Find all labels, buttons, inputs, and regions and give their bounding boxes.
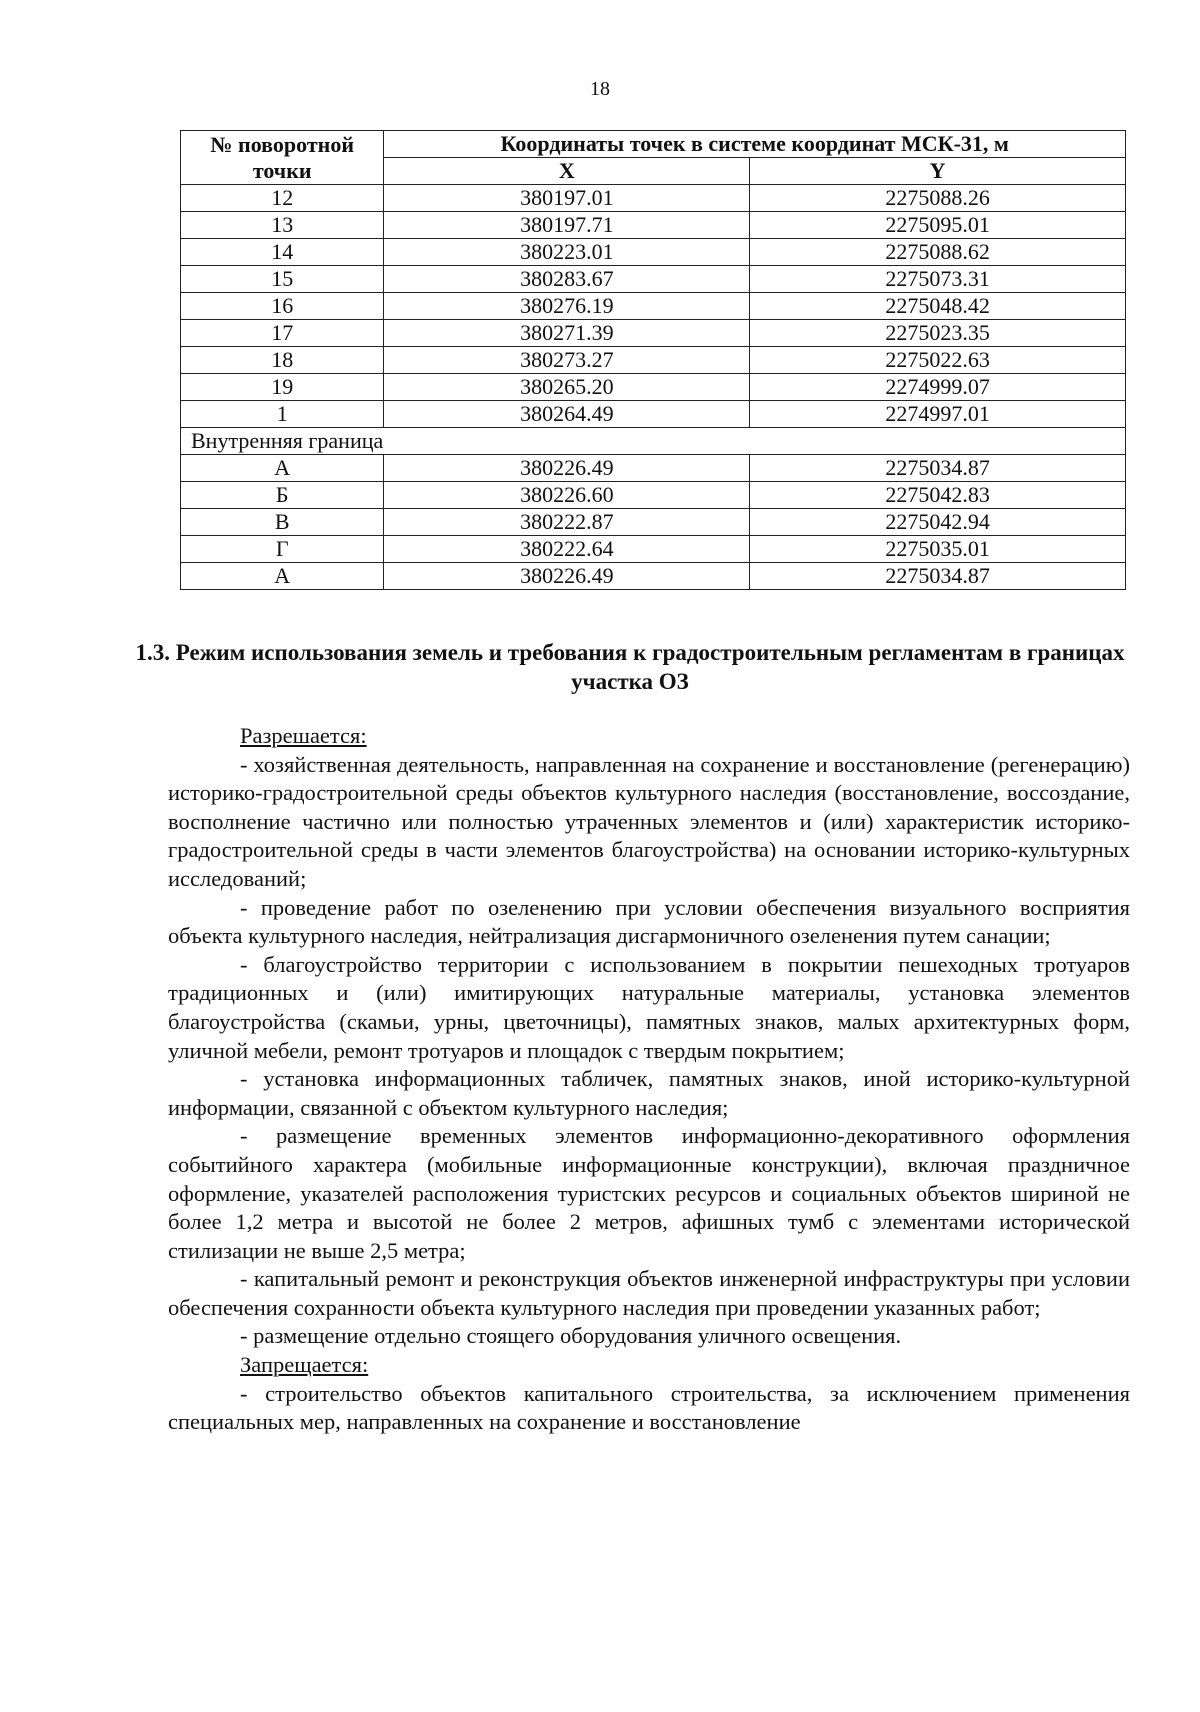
- x-coordinate-cell: 380276.19: [384, 293, 750, 320]
- section-heading: 1.3. Режим использования земель и требования к градостроительным регламентам в границах участка ОЗ: [135, 640, 1125, 694]
- y-coordinate-cell: 2274997.01: [750, 401, 1126, 428]
- x-coordinate-cell: 380197.71: [384, 212, 750, 239]
- y-coordinate-cell: 2275035.01: [750, 536, 1126, 563]
- inner-boundary-label: Внутренняя граница: [181, 428, 1126, 455]
- table-row: [181, 536, 1126, 563]
- point-number-cell: 1: [181, 401, 384, 428]
- paragraph-item: - хозяйственная деятельность, направленная на сохранение и восстановление (регенерацию) историко-градостроительной среды объектов культурного наследия (восстановление, воссоздание, восполнение частично или полностью утраченных элементов и (или) характеристик историко-градостроительной среды в части элементов благоустройства) на основании историко-культурных исследований;: [168, 751, 1130, 891]
- x-coordinate-cell: 380273.27: [384, 347, 750, 374]
- forbidden-label: Запрещается:: [240, 1352, 369, 1378]
- paragraph-item: - проведение работ по озеленению при условии обеспечения визуального восприятия объекта культурного наследия, нейтрализация дисгармоничного озеленения путем санации;: [168, 894, 1130, 949]
- y-coordinate-cell: 2275088.26: [750, 185, 1126, 212]
- x-coordinate-cell: 380226.60: [384, 482, 750, 509]
- x-coordinate-cell: 380265.20: [384, 374, 750, 401]
- allowed-label: Разрешается:: [240, 723, 367, 748]
- table-row: [181, 347, 1126, 374]
- point-number-cell: Г: [181, 536, 384, 563]
- point-number-cell: 19: [181, 374, 384, 401]
- x-coordinate-cell: 380226.49: [384, 563, 750, 590]
- header-y: Y: [750, 158, 1126, 185]
- header-coordinates: Координаты точек в системе координат МСК-31, м: [384, 131, 1126, 158]
- point-number-cell: Б: [181, 482, 384, 509]
- y-coordinate-cell: 2275088.62: [750, 239, 1126, 266]
- x-coordinate-cell: 380283.67: [384, 266, 750, 293]
- table-row: [181, 320, 1126, 347]
- point-number-cell: 17: [181, 320, 384, 347]
- table-header-row: [181, 131, 1126, 158]
- point-number-cell: А: [181, 455, 384, 482]
- x-coordinate-cell: 380197.01: [384, 185, 750, 212]
- y-coordinate-cell: 2275095.01: [750, 212, 1126, 239]
- point-number-cell: 14: [181, 239, 384, 266]
- paragraph-item: - капитальный ремонт и реконструкция объектов инженерной инфраструктуры при условии обеспечения сохранности объекта культурного наследия при проведении указанных работ;: [168, 1266, 1130, 1320]
- point-number-cell: В: [181, 509, 384, 536]
- point-number-cell: 15: [181, 266, 384, 293]
- table-row: [181, 482, 1126, 509]
- table-row: [181, 266, 1126, 293]
- allowed-list: [168, 751, 1130, 1351]
- x-coordinate-cell: 380223.01: [384, 239, 750, 266]
- paragraph-item: - строительство объектов капитального строительства, за исключением применения специальных мер, направленных на сохранение и восстановление: [168, 1380, 1130, 1435]
- y-coordinate-cell: 2275048.42: [750, 293, 1126, 320]
- y-coordinate-cell: 2275034.87: [750, 455, 1126, 482]
- table-row: [181, 374, 1126, 401]
- x-coordinate-cell: 380222.87: [384, 509, 750, 536]
- x-coordinate-cell: 380264.49: [384, 401, 750, 428]
- header-point-number: № поворотной точки: [181, 131, 384, 185]
- regulations-text: [168, 722, 1130, 1437]
- inner-boundary-row: [181, 428, 1126, 455]
- x-coordinate-cell: 380271.39: [384, 320, 750, 347]
- paragraph-item: - установка информационных табличек, памятных знаков, иной историко-культурной информации, связанной с объектом культурного наследия;: [168, 1066, 1130, 1120]
- coordinates-table: [180, 130, 1126, 590]
- y-coordinate-cell: 2274999.07: [750, 374, 1126, 401]
- x-coordinate-cell: 380226.49: [384, 455, 750, 482]
- y-coordinate-cell: 2275073.31: [750, 266, 1126, 293]
- table-row: [181, 212, 1126, 239]
- x-coordinate-cell: 380222.64: [384, 536, 750, 563]
- table-row: [181, 293, 1126, 320]
- point-number-cell: А: [181, 563, 384, 590]
- y-coordinate-cell: 2275034.87: [750, 563, 1126, 590]
- point-number-cell: 12: [181, 185, 384, 212]
- table-row: [181, 239, 1126, 266]
- point-number-cell: 18: [181, 347, 384, 374]
- point-number-cell: 13: [181, 212, 384, 239]
- y-coordinate-cell: 2275022.63: [750, 347, 1126, 374]
- paragraph-item: - размещение временных элементов информационно-декоративного оформления событийного характера (мобильные информационные конструкции), включая праздничное оформление, указателей расположения туристских ресурсов и социальных объектов шириной не более 1,2 метра и высотой не более 2 метров, афишных тумб с элементами исторической стилизации не выше 2,5 метра;: [168, 1123, 1130, 1263]
- table-row: [181, 563, 1126, 590]
- paragraph-item: - размещение отдельно стоящего оборудования уличного освещения.: [240, 1323, 902, 1349]
- table-row: [181, 509, 1126, 536]
- header-x: X: [384, 158, 750, 185]
- forbidden-list: [168, 1380, 1130, 1437]
- point-number-cell: 16: [181, 293, 384, 320]
- table-row: [181, 185, 1126, 212]
- page-number: 18: [590, 78, 610, 100]
- table-row: [181, 455, 1126, 482]
- y-coordinate-cell: 2275023.35: [750, 320, 1126, 347]
- paragraph-item: - благоустройство территории с использованием в покрытии пешеходных тротуаров традиционных и (или) имитирующих натуральные материалы, установка элементов благоустройства (скамьи, урны, цветочницы), памятных знаков, малых архитектурных форм, уличной мебели, ремонт тротуаров и площадок с твердым покрытием;: [168, 951, 1130, 1063]
- y-coordinate-cell: 2275042.94: [750, 509, 1126, 536]
- y-coordinate-cell: 2275042.83: [750, 482, 1126, 509]
- table-row: [181, 401, 1126, 428]
